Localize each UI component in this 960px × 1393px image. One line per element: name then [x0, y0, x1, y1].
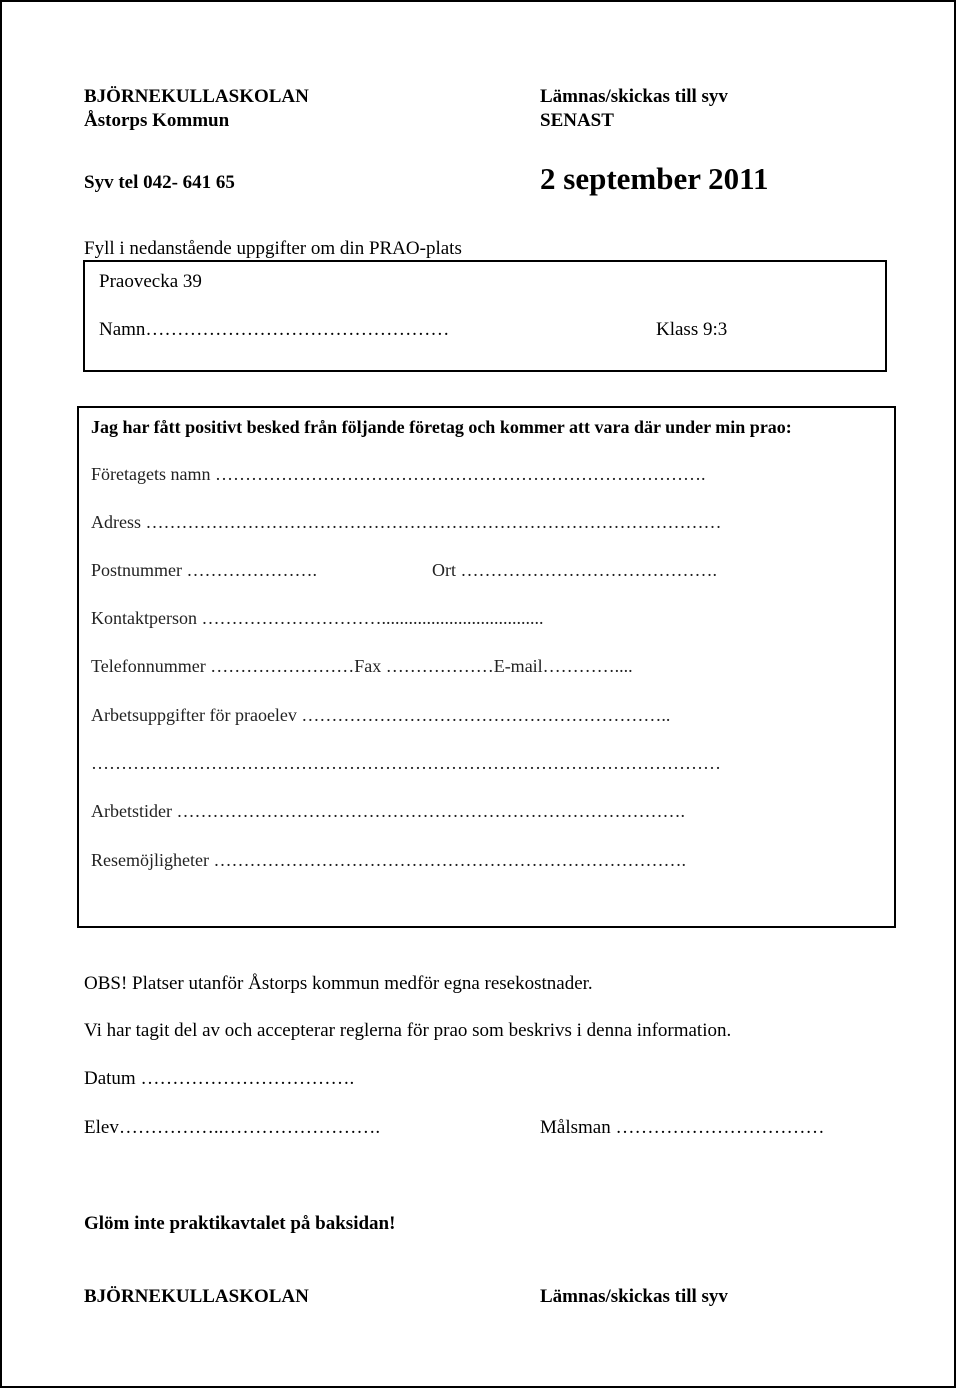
city-field[interactable]: Ort ……………………………………. [432, 560, 717, 580]
footer-school-name: BJÖRNEKULLASKOLAN [84, 1286, 309, 1307]
reminder-text: Glöm inte praktikavtalet på baksidan! [84, 1213, 396, 1234]
school-name: BJÖRNEKULLASKOLAN [84, 86, 309, 107]
deadline-date: 2 september 2011 [540, 161, 769, 196]
footer-submit-to: Lämnas/skickas till syv [540, 1286, 728, 1307]
student-info-box [83, 260, 887, 372]
date-field[interactable]: Datum ……………………………. [84, 1068, 355, 1089]
student-signature-field[interactable]: Elev……………..……………………. [84, 1117, 381, 1138]
company-box-heading: Jag har fått positivt besked från följande företag och kommer att vara där under min prao: [91, 417, 792, 437]
syv-phone: Syv tel 042- 641 65 [84, 172, 235, 193]
working-hours-field[interactable]: Arbetstider …………………………………………………………………………. [91, 801, 685, 821]
deadline-label: SENAST [540, 110, 614, 131]
tasks-continued-field[interactable]: …………………………………………………………………………………………… [91, 753, 721, 773]
agreement-text: Vi har tagit del av och accepterar reglerna för prao som beskrivs i denna information. [84, 1020, 732, 1041]
submit-to-label: Lämnas/skickas till syv [540, 86, 728, 107]
tasks-field[interactable]: Arbetsuppgifter för praoelev …………………………………………………….. [91, 705, 671, 725]
company-name-field[interactable]: Företagets namn ………………………………………………………………………. [91, 464, 706, 484]
contact-person-field[interactable]: Kontaktperson ………………………….................................... [91, 608, 544, 628]
prao-week: Praovecka 39 [99, 271, 202, 292]
guardian-signature-field[interactable]: Målsman …………………………… [540, 1117, 825, 1138]
travel-options-field[interactable]: Resemöjligheter ……………………………………………………………………. [91, 850, 686, 870]
postcode-field[interactable]: Postnummer …………………. [91, 560, 318, 580]
student-name-field[interactable]: Namn………………………………………… [99, 319, 450, 340]
class-label: Klass 9:3 [656, 319, 728, 340]
obs-note: OBS! Platser utanför Åstorps kommun medför egna resekostnader. [84, 973, 593, 994]
intro-text: Fyll i nedanstående uppgifter om din PRAO-plats [84, 238, 462, 259]
address-field[interactable]: Adress …………………………………………………………………………………… [91, 512, 722, 532]
phone-fax-email-field[interactable]: Telefonnummer ……………………Fax ………………E-mail………….... [91, 656, 633, 676]
municipality: Åstorps Kommun [84, 110, 230, 131]
